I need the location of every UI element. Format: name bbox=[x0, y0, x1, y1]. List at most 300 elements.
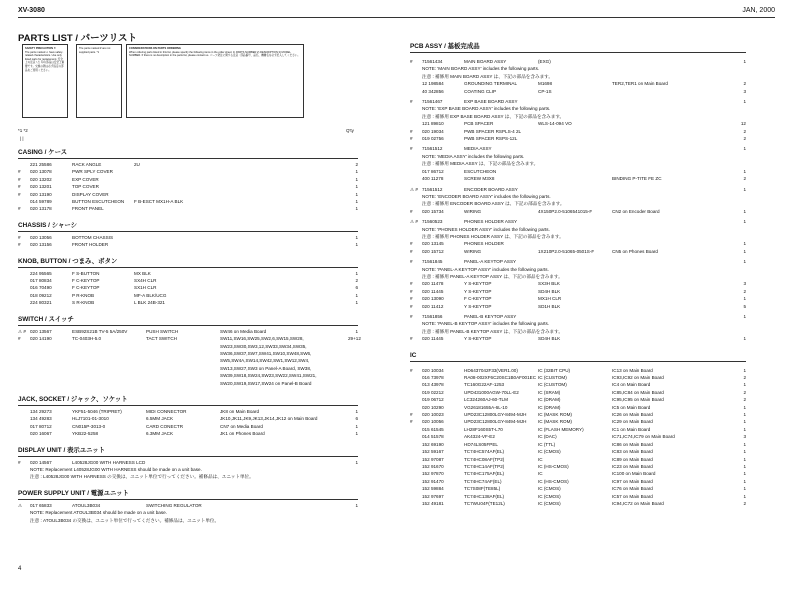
part-row bbox=[410, 145, 746, 152]
section-heading: SWITCH / スイッチ bbox=[18, 315, 358, 326]
part-row bbox=[410, 463, 746, 470]
note-text: NOTE: 'MEDIA ASSY' includes the following parts. bbox=[422, 153, 525, 159]
spec: CARD CONECTR bbox=[146, 423, 184, 429]
description: ESCUTCHEON bbox=[464, 168, 497, 174]
quantity: 1 bbox=[355, 328, 358, 334]
mark-cell: ⚠ # bbox=[410, 186, 418, 192]
location bbox=[612, 58, 736, 65]
mark-cell bbox=[18, 198, 30, 205]
description: BUTTON ESCUTCHEON bbox=[72, 199, 125, 205]
mark-cell: # bbox=[18, 169, 21, 175]
header-date: JAN, 2000 bbox=[742, 7, 775, 14]
description: EXP COVER bbox=[72, 176, 99, 182]
location: IC5 on Main Board bbox=[612, 404, 651, 410]
part-row bbox=[410, 88, 746, 95]
part-row bbox=[410, 389, 746, 396]
location: JK10,JK11,JK9,JK13,JK14,JK12 on Main Board bbox=[220, 416, 318, 422]
location bbox=[612, 168, 736, 175]
part-row bbox=[410, 258, 746, 265]
part-row bbox=[410, 456, 746, 463]
part-number: 020 13201 bbox=[30, 184, 52, 190]
description: RACK ANGLE bbox=[72, 162, 102, 167]
description: PANEL-A KEYTOP ASSY bbox=[464, 259, 517, 265]
part-number: 134 49283 bbox=[30, 416, 52, 422]
location bbox=[612, 313, 736, 320]
part-row bbox=[18, 277, 358, 284]
spec bbox=[134, 168, 348, 175]
mark-cell bbox=[410, 389, 422, 396]
location: IC13 on Main Board bbox=[612, 367, 653, 373]
spec bbox=[134, 176, 348, 183]
part-row bbox=[18, 183, 358, 190]
quantity: 1 bbox=[355, 242, 358, 248]
mark-cell: # bbox=[18, 176, 21, 182]
description: L40528JG00 WITH HARNESS LCD bbox=[72, 459, 146, 465]
section-heading: KNOB, BUTTON / つまみ、ボタン bbox=[18, 257, 358, 268]
marker-header-bars: | | bbox=[20, 136, 24, 141]
mark-cell: # bbox=[410, 412, 413, 418]
quantity: 1 bbox=[743, 241, 746, 247]
quantity: 1 bbox=[743, 382, 746, 388]
part-row bbox=[18, 408, 358, 415]
description: VG26181655A-6L-10 bbox=[464, 404, 508, 410]
spec bbox=[538, 168, 612, 175]
part-number: 020 13090 bbox=[422, 296, 444, 302]
quantity: 1 bbox=[743, 463, 746, 469]
mark-cell: # bbox=[410, 136, 413, 142]
part-row bbox=[18, 459, 358, 466]
part-number: 017 86712 bbox=[422, 168, 444, 174]
quantity: 1 bbox=[355, 176, 358, 182]
mark-cell bbox=[410, 485, 422, 492]
description: TC74HC14AF(TP2) bbox=[464, 463, 505, 469]
mark-cell bbox=[410, 441, 422, 448]
spec bbox=[538, 218, 612, 225]
quantity: 2 bbox=[355, 162, 358, 167]
description: PHONES HOLDER bbox=[464, 241, 504, 247]
mark-cell: # bbox=[410, 367, 413, 373]
part-number: 020 13056 bbox=[30, 234, 52, 240]
quantity: 3 bbox=[743, 281, 746, 287]
location bbox=[612, 288, 736, 295]
part-number: 12 198584 bbox=[422, 81, 444, 87]
part-number: 224 95565 bbox=[30, 270, 52, 276]
quantity: 3 bbox=[743, 88, 746, 94]
quantity: 3 bbox=[743, 434, 746, 440]
location bbox=[612, 98, 736, 105]
location bbox=[612, 128, 736, 135]
mark-cell bbox=[410, 433, 422, 440]
part-row bbox=[410, 240, 746, 247]
note-text: 注意 : 補修用 EXP BASE BOARD ASSY は、下記の部品を含みます。 bbox=[422, 113, 565, 119]
part-number: 016 73978 bbox=[422, 375, 444, 381]
part-row bbox=[410, 367, 746, 374]
part-number: 017 80712 bbox=[30, 423, 52, 429]
part-row bbox=[410, 218, 746, 225]
location: IC71,IC74,IC79 on Main Board bbox=[612, 434, 675, 440]
mark-cell: ⚠ bbox=[18, 502, 23, 508]
part-number: 020 10056 bbox=[422, 419, 444, 425]
description: TC74HC74AF(EL) bbox=[464, 478, 502, 484]
description: TC-0403H-5.0 bbox=[72, 336, 102, 342]
part-row bbox=[18, 191, 358, 198]
description: HD74LS05FPEL bbox=[464, 441, 498, 447]
spec bbox=[538, 186, 612, 193]
part-number: 152 97087 bbox=[422, 456, 444, 462]
spec: IC (DRAM) bbox=[538, 397, 561, 403]
part-row bbox=[410, 168, 746, 175]
spec: SD4H BLK bbox=[538, 288, 561, 294]
location: IC23 on Main Board bbox=[612, 463, 653, 469]
description: LC324260AJ-60-TLM bbox=[464, 397, 508, 403]
mark-cell bbox=[410, 404, 422, 411]
mark-cell bbox=[410, 448, 422, 455]
mark-cell: ⚠ # bbox=[410, 219, 418, 225]
part-row bbox=[410, 135, 746, 142]
location: SW46 on Media Board bbox=[220, 328, 267, 334]
part-number: 019 06712 bbox=[422, 397, 444, 403]
note-text: NOTE: 'PHONES HOLDER ASSY' includes the following parts. bbox=[422, 226, 550, 232]
location bbox=[612, 186, 736, 193]
description: S R-KNOB bbox=[72, 300, 95, 306]
description: DISPLAY COVER bbox=[72, 191, 109, 197]
mark-cell bbox=[18, 415, 30, 422]
part-row bbox=[18, 335, 361, 387]
part-row bbox=[410, 128, 746, 135]
description: Y S-KEYTOP bbox=[464, 288, 492, 294]
spec: CP-1S bbox=[538, 88, 552, 94]
quantity: 2 bbox=[743, 81, 746, 87]
part-number: 017 65833 bbox=[30, 502, 52, 508]
spec: IC (32BIT CPU) bbox=[538, 367, 571, 373]
part-number: 020 15734 bbox=[422, 208, 444, 214]
spec: SWITCHING REGULATOR bbox=[146, 502, 202, 508]
description: HLJ7101-01-3010 bbox=[72, 416, 109, 422]
part-number: 152 97870 bbox=[422, 471, 444, 477]
mark-cell: # bbox=[18, 191, 21, 197]
location bbox=[612, 145, 736, 152]
ordering-box-title: CONSIDERATIONS ON PARTS ORDERING bbox=[129, 47, 181, 50]
mark-cell bbox=[18, 299, 30, 306]
part-number: 020 13202 bbox=[30, 176, 52, 182]
quantity: 1 bbox=[743, 486, 746, 492]
description: HD6437042F33(VER1.00) bbox=[464, 367, 518, 373]
spec: IC (CMOS) bbox=[538, 449, 561, 455]
spec: MF-A BLK/UCG bbox=[134, 292, 167, 298]
part-number: 221 25586 bbox=[30, 162, 52, 167]
mark-cell bbox=[410, 168, 422, 175]
location: IC93,IC92 on Main Board bbox=[612, 375, 664, 381]
location: TER2,TER1 on Main Board bbox=[612, 81, 668, 87]
right-column bbox=[410, 34, 746, 507]
description: COATING CLIP bbox=[464, 88, 497, 94]
description: MAIN BOARD ASSY bbox=[464, 59, 507, 64]
spec bbox=[134, 191, 348, 198]
quantity: 1 bbox=[743, 248, 746, 254]
section-heading: IC bbox=[410, 351, 746, 362]
spec bbox=[538, 135, 612, 142]
spec: IC (CUSTOM) bbox=[538, 375, 567, 381]
quantity: 2 bbox=[743, 288, 746, 294]
part-number: 017 80834 bbox=[30, 278, 52, 284]
mark-cell: # bbox=[410, 248, 413, 254]
part-number: 40 342856 bbox=[422, 88, 444, 94]
description: WIRING bbox=[464, 248, 482, 254]
mark-cell: # bbox=[410, 241, 413, 247]
quantity: 1 bbox=[355, 234, 358, 240]
mark-cell: # bbox=[18, 184, 21, 190]
quantity: 1 bbox=[743, 168, 746, 174]
mark-cell: # bbox=[410, 59, 413, 64]
mark-cell: # bbox=[410, 336, 413, 342]
mark-cell bbox=[410, 374, 422, 381]
quantity: 1 bbox=[743, 412, 746, 418]
quantity: 1 bbox=[355, 191, 358, 197]
quantity: 12 bbox=[740, 121, 746, 127]
quantity: 1 bbox=[355, 502, 358, 508]
quantity: 1 bbox=[355, 292, 358, 298]
part-row bbox=[18, 176, 358, 183]
part-number: 224 80321 bbox=[30, 300, 52, 306]
spec: 4X150P2.0-5106541015-F bbox=[538, 208, 593, 214]
note-text: NOTE: 'PANEL-B KEYTOP ASSY' includes the following parts. bbox=[422, 321, 550, 327]
part-number: 020 11412 bbox=[422, 303, 444, 309]
quantity: 1 bbox=[743, 186, 746, 192]
spec: IC (DRAM) bbox=[538, 404, 561, 410]
spec bbox=[134, 205, 348, 212]
location: JK1 on Phones Board bbox=[220, 431, 265, 437]
part-row bbox=[410, 493, 746, 500]
part-row bbox=[410, 335, 746, 342]
mark-cell bbox=[18, 408, 30, 415]
part-row bbox=[18, 241, 358, 248]
note-text: NOTE: 'ENCODER BOARD ASSY' includes the following parts. bbox=[422, 193, 551, 199]
part-row bbox=[410, 404, 746, 411]
part-number: 020 11478 bbox=[422, 281, 444, 287]
description: TOP COVER bbox=[72, 184, 99, 190]
note-text: NOTE: Replacement L40528JG00 WITH HARNESS should be made on a unit base. bbox=[30, 466, 202, 472]
part-number: 016 70490 bbox=[30, 285, 52, 291]
quantity: 2 bbox=[743, 375, 746, 381]
description: PWB SPACER RSPLS-4 2L bbox=[464, 128, 522, 134]
part-number: 152 49181 bbox=[422, 500, 444, 506]
part-number: 020 10034 bbox=[422, 367, 444, 373]
location: CN2 on Encoder Board bbox=[612, 208, 660, 214]
part-number: 014 51578 bbox=[422, 434, 444, 440]
spec: IC (CMOS) bbox=[538, 500, 561, 506]
spec: IC bbox=[538, 471, 543, 477]
part-number: 013 43978 bbox=[422, 382, 444, 388]
mark-cell: # bbox=[410, 128, 413, 134]
part-row bbox=[410, 448, 746, 455]
mark-cell bbox=[410, 120, 422, 127]
spec: IC (HS-CMOS) bbox=[538, 478, 569, 484]
part-number: 71560523 bbox=[422, 219, 443, 225]
part-row bbox=[410, 396, 746, 403]
spec: TACT SWITCH bbox=[146, 336, 177, 342]
spec bbox=[134, 241, 348, 248]
location: CN7 on Media Board bbox=[220, 423, 263, 429]
note-text: 注意 : 補修用 ENCODER BOARD ASSY は、下記の部品を含みます。 bbox=[422, 201, 565, 207]
part-number: 020 14190 bbox=[30, 336, 52, 342]
part-number: 400 11278 bbox=[422, 176, 444, 182]
header-rule bbox=[18, 17, 775, 18]
spec: 1X210P2.0-51065-0501S-F bbox=[538, 248, 595, 254]
mark-cell: # bbox=[410, 296, 413, 302]
location bbox=[612, 218, 736, 225]
quantity: 1 bbox=[743, 419, 746, 425]
description: LH28F160S5T-L70 bbox=[464, 426, 503, 432]
mark-cell bbox=[410, 470, 422, 477]
description: ATOUL3B034 bbox=[72, 502, 101, 508]
spec: 6.3MM JACK bbox=[146, 431, 174, 437]
mark-cell bbox=[410, 426, 422, 433]
description: UPD23C12800LGY-8494-MJH bbox=[464, 419, 527, 425]
mark-cell bbox=[18, 270, 30, 277]
description: PHONES HOLDER ASSY bbox=[464, 219, 518, 225]
description: SCREW M3X8 bbox=[464, 176, 495, 182]
mark-cell bbox=[18, 161, 30, 168]
part-row bbox=[410, 433, 746, 440]
part-row bbox=[410, 120, 746, 127]
section-heading: JACK, SOCKET / ジャック、ソケット bbox=[18, 395, 358, 406]
part-row bbox=[18, 328, 358, 335]
part-number: 020 19034 bbox=[422, 128, 444, 134]
description: Y S-KEYTOP bbox=[464, 336, 492, 342]
spec bbox=[538, 98, 612, 105]
quantity: 2 bbox=[743, 397, 746, 403]
spec: IC (TTL) bbox=[538, 441, 556, 447]
quantity: 1 bbox=[355, 459, 358, 465]
location bbox=[612, 295, 736, 302]
mark-cell bbox=[410, 80, 422, 87]
spec bbox=[538, 145, 612, 152]
part-number: 152 91670 bbox=[422, 463, 444, 469]
description: F C-KEYTOP bbox=[464, 296, 492, 302]
quantity: 2 bbox=[743, 128, 746, 134]
part-number: 152 69190 bbox=[422, 441, 444, 447]
location bbox=[612, 240, 736, 247]
description: UPD23C12800LGY-8494-MJH bbox=[464, 412, 527, 418]
section-heading: DISPLAY UNIT / 表示ユニット bbox=[18, 446, 358, 457]
qty-header: Q'ty bbox=[346, 128, 354, 133]
description: P R-KNOB bbox=[72, 292, 95, 298]
quantity: 1 bbox=[355, 206, 358, 212]
part-number: 020 16067 bbox=[30, 431, 52, 437]
quantity: 1 bbox=[743, 146, 746, 152]
quantity: 1 bbox=[743, 471, 746, 477]
description: FRONT HOLDER bbox=[72, 242, 109, 248]
quantity: 1 bbox=[743, 426, 746, 432]
location bbox=[612, 258, 736, 265]
spec: SX4H CLR bbox=[134, 278, 157, 284]
location: IC100 on Main Board bbox=[612, 471, 656, 477]
part-row bbox=[410, 313, 746, 320]
part-row bbox=[410, 280, 746, 287]
marker-header: *1 *2 bbox=[18, 128, 28, 133]
location bbox=[612, 120, 736, 127]
header-model: XV-3080 bbox=[18, 7, 45, 14]
mark-cell: # bbox=[410, 146, 413, 152]
location: IC94,IC72 on Main Board bbox=[612, 500, 664, 506]
section-heading: POWER SUPPLY UNIT / 電源ユニット bbox=[18, 489, 358, 500]
quantity: 1 bbox=[743, 478, 746, 484]
spec: 6.5MM JACK bbox=[146, 416, 174, 422]
quantity: 1 bbox=[355, 169, 358, 175]
description: TC7S08F(TE85L) bbox=[464, 486, 501, 492]
part-row bbox=[410, 485, 746, 492]
part-number: 020 10023 bbox=[422, 412, 444, 418]
ordering-considerations-box bbox=[126, 44, 304, 118]
description: BOTTOM CHASSIS bbox=[72, 234, 114, 240]
spec bbox=[146, 459, 220, 466]
spec: SX1H CLR bbox=[134, 285, 157, 291]
location: IC4 on Main Board bbox=[612, 382, 651, 388]
description: PWR SPLY COVER bbox=[72, 169, 113, 175]
part-row bbox=[410, 303, 746, 310]
location: SW11,SW16,SW25,SW2,6,SW15,SW28, SW23,SW30,SW3,12,SW33,SW34,SW35, SW36,SW37,SW7,SW41,SW10,SW48,SW6, SW5,SW4A,SW14,SW42,SW1,SW12,SW4, SW13,SW27,SW3 on Panel-A Board, SW38, SW39,SW18,SW24,SW23,SW22,SW41,SW21, SW20,SW19,SW17,SW24 on Panel-B Board bbox=[220, 336, 317, 386]
note-text: NOTE: Replacement ATOUL3B034 should be made on a unit base. bbox=[30, 510, 167, 516]
safety-precaution-box bbox=[22, 44, 68, 118]
note-text: 注意 : 補修用 PANEL-B KEYTOP ASSY は、下記の部品を含みます。 bbox=[422, 328, 563, 334]
mark-cell: # bbox=[410, 99, 413, 105]
description: UPD431000AGW-70LL-E2 bbox=[464, 389, 519, 395]
spec: IC (MASK ROM) bbox=[538, 412, 572, 418]
quantity: 2 bbox=[743, 389, 746, 395]
part-number: 019 02212 bbox=[422, 389, 444, 395]
location: CN5 on Phones Board bbox=[612, 248, 658, 254]
description: TC74HC175AF(EL) bbox=[464, 471, 505, 477]
part-number: 152 91470 bbox=[422, 478, 444, 484]
part-number: 020 11445 bbox=[422, 288, 444, 294]
description: EXP BASE BOARD ASSY bbox=[464, 99, 518, 105]
spec: (EXG) bbox=[538, 59, 551, 64]
part-number: 015 61545 bbox=[422, 426, 444, 432]
mark-cell bbox=[410, 493, 422, 500]
note-text: 注意 : 補修用 PHONES HOLDER ASSY は、下記の部品を含みます。 bbox=[422, 233, 564, 239]
part-row bbox=[410, 58, 746, 65]
mark-cell bbox=[18, 292, 30, 299]
spec: IC (SRAM) bbox=[538, 389, 561, 395]
description: F S-BUTTON bbox=[72, 270, 100, 276]
part-number: 020 13190 bbox=[30, 191, 52, 197]
part-number: 020 15712 bbox=[422, 248, 444, 254]
spec: IC (CMOS) bbox=[538, 486, 561, 492]
mark-cell bbox=[410, 463, 422, 470]
mark-cell: # bbox=[18, 459, 21, 465]
description: PCB SPACER bbox=[464, 121, 494, 127]
part-number: 71561467 bbox=[422, 99, 443, 105]
mark-cell bbox=[18, 277, 30, 284]
description: TC160G22AF-1253 bbox=[464, 382, 505, 388]
part-number: 020 13156 bbox=[30, 242, 52, 248]
spec: L BLK 24B-321 bbox=[134, 300, 165, 306]
part-row bbox=[410, 411, 746, 418]
spec: IC (CMOS) bbox=[538, 493, 561, 499]
location: IC76 on Main Board bbox=[612, 486, 653, 492]
part-row bbox=[410, 295, 746, 302]
part-row bbox=[18, 299, 358, 306]
part-row bbox=[410, 80, 746, 87]
part-row bbox=[410, 500, 746, 507]
spec: IC (DAC) bbox=[538, 434, 557, 440]
part-row bbox=[18, 168, 358, 175]
quantity: 1 bbox=[743, 99, 746, 105]
spec: IC (CUSTOM) bbox=[538, 382, 567, 388]
spec: M1698 bbox=[538, 81, 553, 87]
location: JK8 on Main Board bbox=[220, 408, 260, 414]
spec bbox=[538, 240, 612, 247]
